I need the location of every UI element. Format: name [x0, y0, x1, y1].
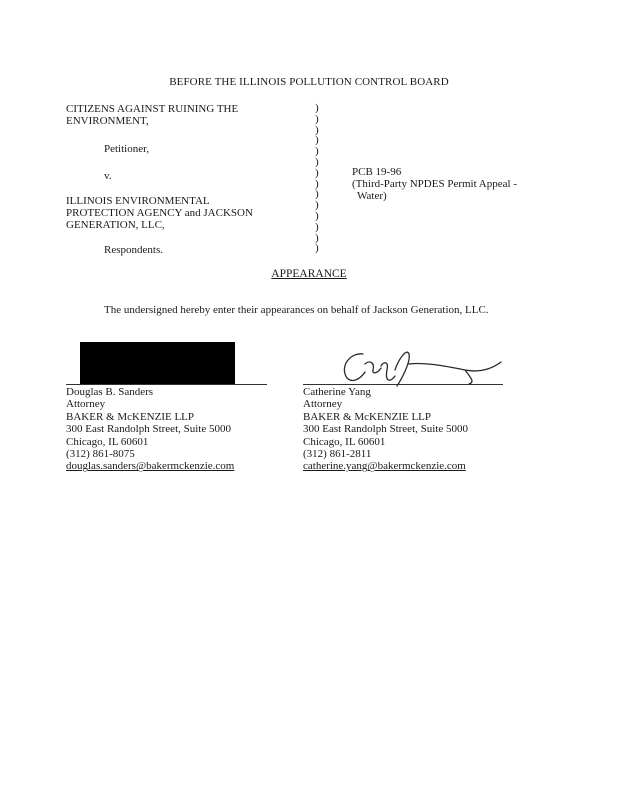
petitioner-name-line-1: CITIZENS AGAINST RUINING THE: [66, 103, 239, 115]
redacted-signature: [80, 342, 235, 385]
respondent-role: Respondents.: [104, 244, 163, 256]
paren: ): [315, 134, 319, 147]
paren: ): [315, 123, 319, 136]
paren: ): [315, 112, 319, 125]
signatory-email-link[interactable]: douglas.sanders@bakermckenzie.com: [66, 460, 235, 473]
signatory-address: 300 East Randolph Street, Suite 5000: [66, 423, 231, 436]
signatory-email-link[interactable]: catherine.yang@bakermckenzie.com: [303, 460, 466, 473]
page-title: BEFORE THE ILLINOIS POLLUTION CONTROL BOARD: [169, 76, 449, 88]
signatory-phone: (312) 861-2811: [303, 448, 372, 461]
signature-line-left: [66, 384, 267, 385]
case-number: PCB 19-96: [352, 166, 402, 178]
paren: ): [315, 220, 319, 233]
appearance-statement: The undersigned hereby enter their appearances on behalf of Jackson Generation, LLC.: [104, 304, 489, 316]
case-type-line-2: Water): [357, 190, 387, 203]
signatory-address: 300 East Randolph Street, Suite 5000: [303, 423, 468, 436]
case-info: [352, 166, 517, 203]
handwritten-signature: [325, 340, 505, 388]
signatory-firm: BAKER & McKENZIE LLP: [66, 410, 195, 423]
petitioner-name-line-2: ENVIRONMENT,: [66, 115, 149, 127]
paren: ): [315, 155, 319, 168]
paren: ): [315, 242, 319, 255]
paren: ): [315, 102, 319, 114]
paren: ): [315, 145, 319, 158]
signatory-block-right: [303, 386, 468, 473]
paren: ): [315, 209, 319, 222]
paren: ): [315, 231, 319, 244]
signatory-title: Attorney: [66, 398, 106, 411]
signature-line-right: [303, 384, 503, 385]
signatory-name: Douglas B. Sanders: [66, 386, 154, 398]
respondent-name-line-2: PROTECTION AGENCY and JACKSON: [66, 207, 253, 219]
respondent-name-line-1: ILLINOIS ENVIRONMENTAL: [66, 195, 210, 207]
paren: ): [315, 177, 319, 190]
case-type-line-1: (Third-Party NPDES Permit Appeal -: [352, 178, 517, 191]
document-heading: APPEARANCE: [271, 268, 347, 280]
respondent-name-line-3: GENERATION, LLC,: [66, 219, 165, 231]
petitioner-role: Petitioner,: [104, 143, 150, 155]
signatory-block-left: [66, 386, 234, 473]
versus-label: v.: [104, 170, 112, 182]
paren: ): [315, 166, 319, 179]
signatory-city: Chicago, IL 60601: [66, 435, 149, 448]
signatory-phone: (312) 861-8075: [66, 448, 135, 461]
signatory-name: Catherine Yang: [303, 386, 371, 398]
caption-parenthesis-column: [315, 103, 319, 254]
signatory-title: Attorney: [303, 398, 343, 411]
signatory-city: Chicago, IL 60601: [303, 435, 386, 448]
paren: ): [315, 199, 319, 212]
paren: ): [315, 188, 319, 201]
signatory-firm: BAKER & McKENZIE LLP: [303, 410, 432, 423]
